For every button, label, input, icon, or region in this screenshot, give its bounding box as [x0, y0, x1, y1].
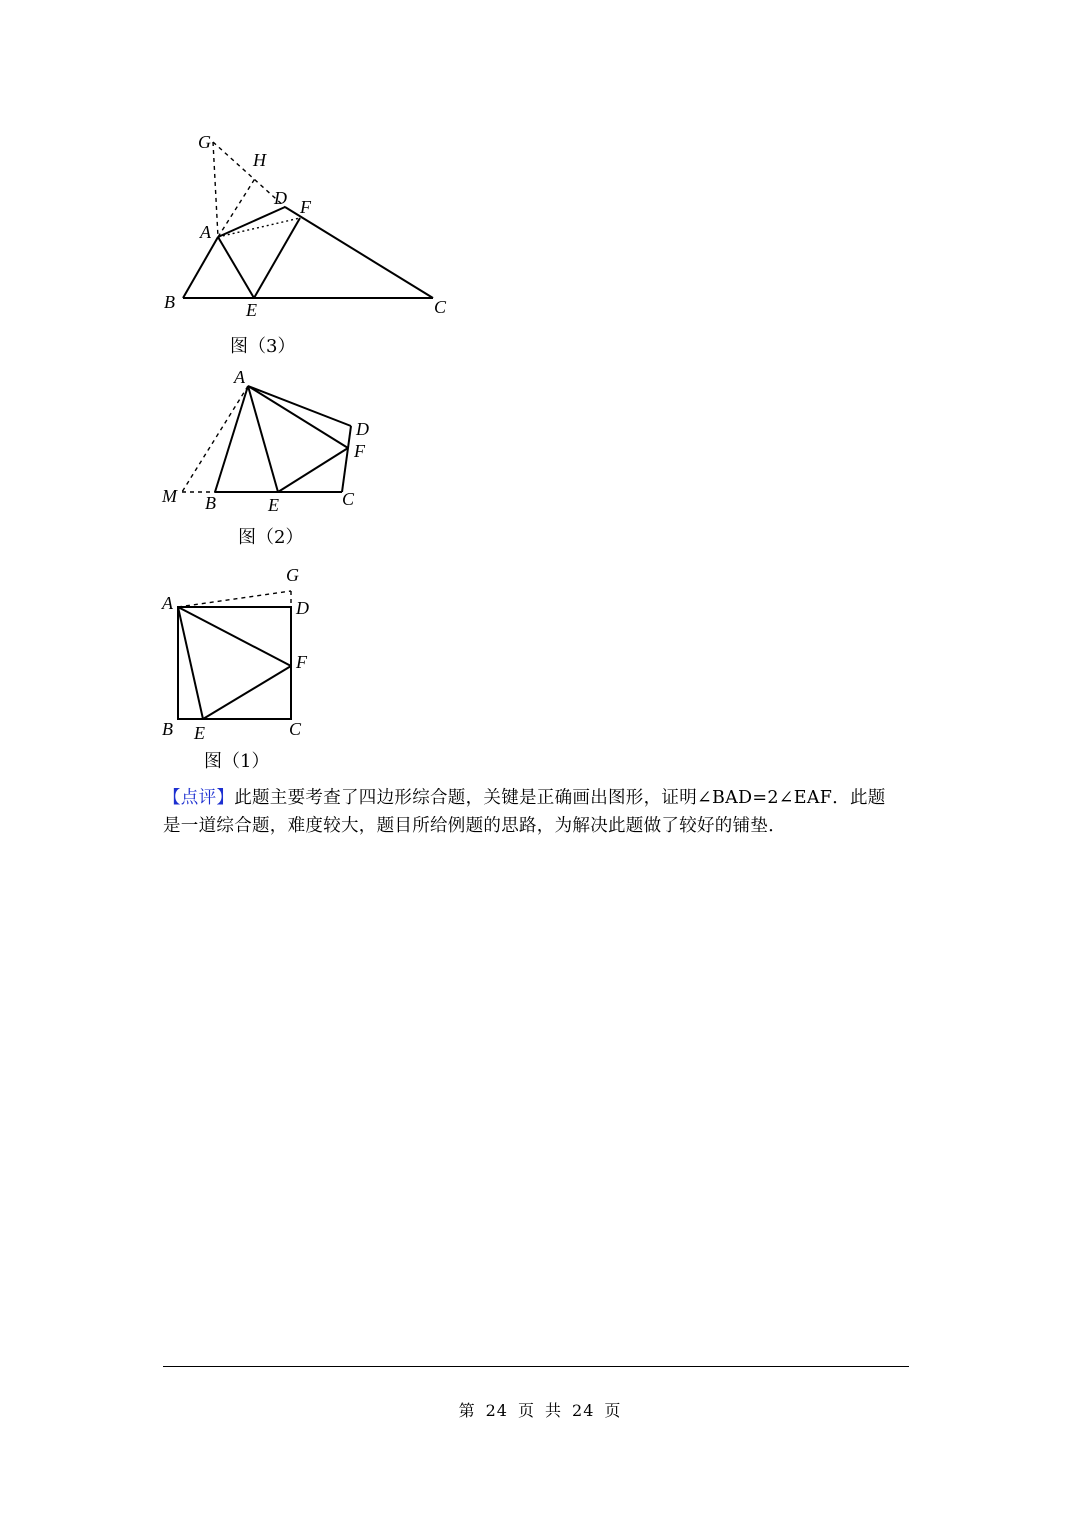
figure-caption: 图（3）: [230, 336, 296, 357]
point-label-C: C: [342, 489, 355, 509]
segment-DC: [285, 207, 433, 298]
segment-AF: [178, 607, 291, 666]
segment-EF: [254, 218, 300, 298]
footer-prefix: 第: [458, 1401, 476, 1420]
point-label-H: H: [253, 150, 266, 170]
comment-tag: 【点评】: [163, 788, 235, 808]
footer-middle-2: 共: [545, 1401, 563, 1420]
point-label-F: F: [296, 652, 307, 672]
point-label-B: B: [164, 292, 175, 312]
point-label-B: B: [205, 493, 216, 513]
segment-AG: [178, 591, 291, 607]
segment-EF: [278, 448, 348, 492]
segment-GA: [213, 142, 218, 237]
figure-2: [150, 365, 390, 560]
point-label-D: D: [274, 188, 287, 208]
point-label-G: G: [198, 132, 211, 152]
footer-divider: [163, 1366, 909, 1367]
segment-AB: [215, 386, 248, 492]
page-footer: [0, 1398, 1080, 1421]
point-label-F: F: [300, 197, 311, 217]
segment-EF: [203, 666, 291, 719]
point-label-E: E: [246, 300, 257, 320]
comment-text-2: 是一道综合题，难度较大，题目所给例题的思路，为解决此题做了较好的铺垫．: [163, 816, 786, 836]
square-ABCD: [178, 607, 291, 719]
segment-AM: [182, 386, 248, 492]
point-label-C: C: [434, 297, 447, 317]
segment-AD: [248, 386, 351, 426]
footer-total-pages: 24: [572, 1401, 595, 1420]
segment-AF: [218, 218, 300, 237]
point-label-G: G: [286, 565, 299, 585]
point-label-B: B: [162, 719, 173, 739]
segment-AE: [178, 607, 203, 719]
figure-caption: 图（1）: [204, 751, 270, 772]
point-label-A: A: [200, 222, 211, 242]
point-label-D: D: [296, 598, 309, 618]
point-label-D: D: [356, 419, 369, 439]
point-label-E: E: [194, 723, 205, 743]
point-label-E: E: [268, 495, 279, 515]
point-label-C: C: [289, 719, 302, 739]
point-label-A: A: [234, 367, 245, 387]
segment-AB: [183, 237, 218, 298]
point-label-F: F: [354, 441, 365, 461]
segment-AE: [218, 237, 254, 298]
point-label-A: A: [162, 593, 173, 613]
figure-caption: 图（2）: [238, 527, 304, 548]
comment-line-1: [163, 784, 923, 812]
footer-suffix: 页: [604, 1401, 622, 1420]
figure-1: [150, 562, 340, 777]
comment-paragraph: [163, 784, 923, 840]
footer-middle-1: 页: [517, 1401, 535, 1420]
point-label-M: M: [162, 486, 177, 506]
figure-3: [150, 120, 470, 370]
comment-text-1: 此题主要考查了四边形综合题，关键是正确画出图形，证明∠BAD=2∠EAF．此题: [234, 788, 886, 808]
segment-CD: [342, 426, 351, 492]
comment-line-2: [163, 812, 923, 840]
footer-page-number: 24: [485, 1401, 508, 1420]
